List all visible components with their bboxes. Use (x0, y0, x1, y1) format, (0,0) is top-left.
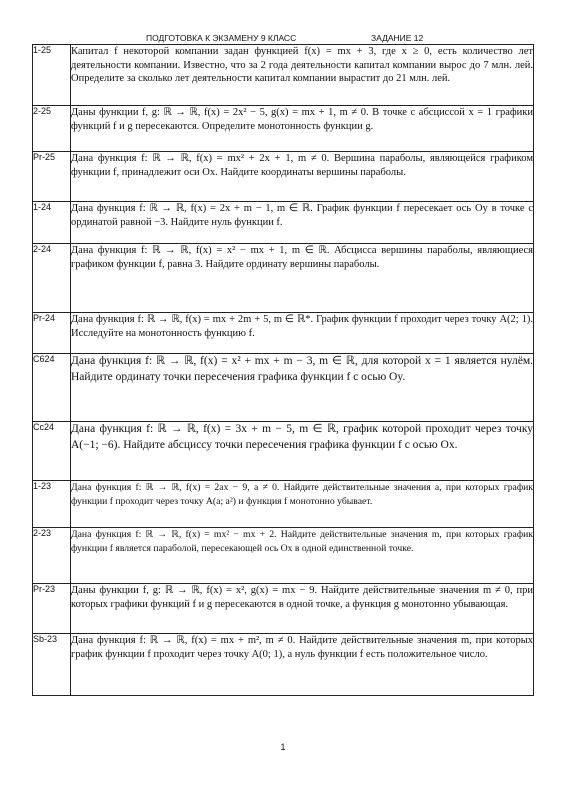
task-text: Дана функция f: ℝ → ℝ, f(x) = mx² + 2x + 1, m ≠ 0. Вершина параболы, являющейся графиком функции f, принадлежит оси Ox. Найдите координаты вершины параболы. (71, 152, 534, 202)
table-row (33, 244, 534, 313)
task-id: Pr-24 (33, 313, 71, 354)
task-text: Дана функция f: ℝ → ℝ, f(x) = 2x + m − 1, m ∈ ℝ. График функции f пересекает ось Oy в точке с ординатой равной −3. Найдите нуль функции f. (71, 202, 534, 244)
table-row (33, 313, 534, 354)
task-text: Даны функции f, g: ℝ → ℝ, f(x) = x², g(x) = mx − 9. Найдите действительные значения m ≠ 0, при которых графики функций f и g пересекаются в одной точке, а функция g монотонно убывающая. (71, 584, 534, 634)
table-row (33, 152, 534, 202)
task-text: Дана функция f: ℝ → ℝ, f(x) = 3x + m − 5, m ∈ ℝ, график которой проходит через точку A(−1; −6). Найдите абсциссу точки пересечения графика функции f с осью Ox. (71, 422, 534, 481)
table-row (33, 584, 534, 634)
task-text: Дана функция f: ℝ → ℝ, f(x) = mx + 2m + 5, m ∈ ℝ*. График функции f проходит через точку A(2; 1). Исследуйте на монотонность функцию f. (71, 313, 534, 354)
table-row (33, 528, 534, 584)
task-text: Капитал f некоторой компании задан функцией f(x) = mx + 3, где x ≥ 0, есть количество лет деятельности компании. Известно, что за 2 года деятельности капитал компании вырос до 7 млн. лей. Определите за сколько лет деятельности капитал компании вырастит до 21 млн. лей. (71, 45, 534, 106)
task-text: Дана функция f: ℝ → ℝ, f(x) = x² − mx + 1, m ∈ ℝ. Абсцисса вершины параболы, являющиеся графиком функции f, равна 3. Найдите ординату вершины параболы. (71, 244, 534, 313)
table-row (33, 45, 534, 106)
document-title: ПОДГОТОВКА К ЭКЗАМЕНУ 9 КЛАСС (146, 33, 297, 43)
table-row (33, 481, 534, 528)
task-id: 2-23 (33, 528, 71, 584)
task-number: ЗАДАНИЕ 12 (371, 33, 424, 43)
table-row (33, 634, 534, 696)
task-id: 1-24 (33, 202, 71, 244)
task-id: 2-25 (33, 106, 71, 152)
task-id: 1-25 (33, 45, 71, 106)
task-id: 2-24 (33, 244, 71, 313)
table-row (33, 354, 534, 422)
task-id: Cc24 (33, 422, 71, 481)
table-row (33, 422, 534, 481)
task-id: Pr-25 (33, 152, 71, 202)
task-id: 1-23 (33, 481, 71, 528)
task-text: Дана функция f: ℝ → ℝ, f(x) = mx² − mx + 2. Найдите действительные значения m, при которых график функции f является параболой, пересекающей ось Ox в одной единственной точке. (71, 528, 534, 584)
task-id: Sb-23 (33, 634, 71, 696)
task-id: C624 (33, 354, 71, 422)
task-text: Даны функции f, g: ℝ → ℝ, f(x) = 2x² − 5, g(x) = mx + 1, m ≠ 0. В точке с абсциссой x = 1 графики функций f и g пересекаются. Определите монотонность функции g. (71, 106, 534, 152)
task-text: Дана функция f: ℝ → ℝ, f(x) = 2ax − 9, a ≠ 0. Найдите действительные значения a, при которых график функции f проходит через точку A(a; a²) и функция f монотонно убывает. (71, 481, 534, 528)
table-row (33, 202, 534, 244)
page-number: 1 (280, 742, 286, 752)
task-text: Дана функция f: ℝ → ℝ, f(x) = x² + mx + m − 3, m ∈ ℝ, для которой x = 1 является нулём. Найдите ординату точки пересечения графика функции f с осью Oy. (71, 354, 534, 422)
task-text: Дана функция f: ℝ → ℝ, f(x) = mx + m², m ≠ 0. Найдите действительные значения m, при которых график функции f проходит через точку A(0; 1), а нуль функции f есть положительное число. (71, 634, 534, 696)
task-id: Pr-23 (33, 584, 71, 634)
tasks-table (32, 44, 534, 696)
table-row (33, 106, 534, 152)
